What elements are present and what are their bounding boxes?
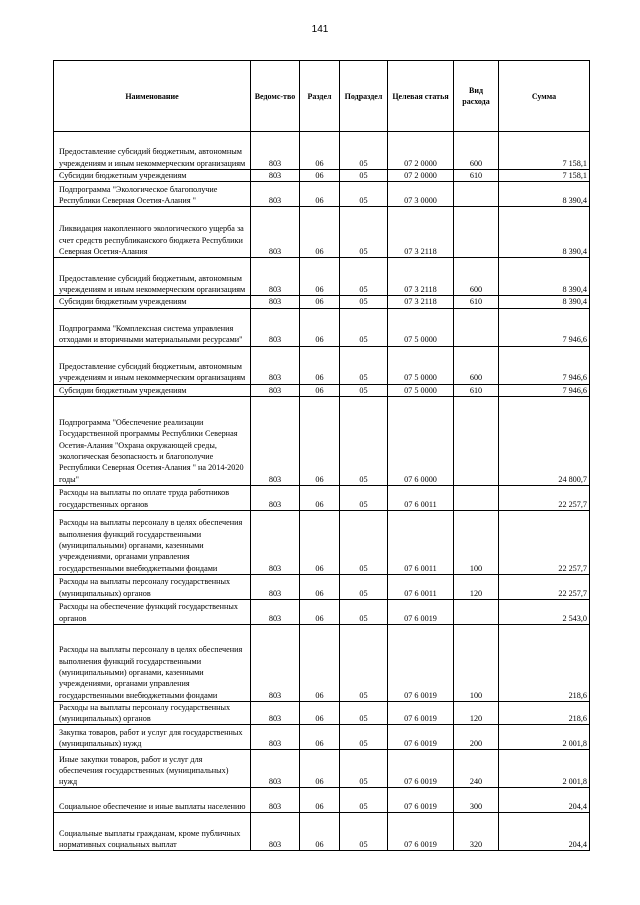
row-subsection: 05 [340, 170, 388, 182]
row-amount: 218,6 [499, 701, 590, 725]
row-dept: 803 [251, 624, 300, 701]
row-subsection: 05 [340, 485, 388, 510]
table-row [54, 788, 590, 813]
row-dept: 803 [251, 750, 300, 788]
row-subsection: 05 [340, 308, 388, 346]
row-subsection: 05 [340, 750, 388, 788]
row-target: 07 2 0000 [388, 132, 454, 170]
row-section: 06 [300, 396, 340, 485]
row-target: 07 6 0019 [388, 725, 454, 750]
row-section: 06 [300, 258, 340, 296]
row-dept: 803 [251, 574, 300, 599]
row-target: 07 5 0000 [388, 308, 454, 346]
row-subsection: 05 [340, 396, 388, 485]
row-name: Расходы на выплаты по оплате труда работников государственных органов [54, 485, 251, 510]
row-name: Ликвидация накопленного экологического ущерба за счет средств республиканского бюджета Республики Северная Осетия-Алания [54, 207, 251, 258]
row-subsection: 05 [340, 701, 388, 725]
row-section: 06 [300, 813, 340, 851]
row-subsection: 05 [340, 624, 388, 701]
row-dept: 803 [251, 308, 300, 346]
row-dept: 803 [251, 182, 300, 207]
row-target: 07 6 0000 [388, 396, 454, 485]
row-amount: 2 001,8 [499, 725, 590, 750]
row-amount: 7 946,6 [499, 308, 590, 346]
header-target: Целевая статья [388, 61, 454, 132]
row-target: 07 6 0019 [388, 750, 454, 788]
row-dept: 803 [251, 510, 300, 574]
row-expense-type: 100 [454, 510, 499, 574]
row-amount: 22 257,7 [499, 510, 590, 574]
row-section: 06 [300, 599, 340, 624]
row-amount: 8 390,4 [499, 182, 590, 207]
row-section: 06 [300, 725, 340, 750]
row-dept: 803 [251, 599, 300, 624]
row-subsection: 05 [340, 296, 388, 308]
row-name: Подпрограмма "Экологическое благополучие Республики Северная Осетия-Алания " [54, 182, 251, 207]
row-section: 06 [300, 308, 340, 346]
table-row [54, 750, 590, 788]
row-section: 06 [300, 384, 340, 396]
row-name: Расходы на выплаты персоналу государственных (муниципальных) органов [54, 701, 251, 725]
row-dept: 803 [251, 701, 300, 725]
row-section: 06 [300, 207, 340, 258]
row-name: Закупка товаров, работ и услуг для государственных (муниципальных) нужд [54, 725, 251, 750]
row-amount: 2 001,8 [499, 750, 590, 788]
row-name: Социальные выплаты гражданам, кроме публичных нормативных социальных выплат [54, 813, 251, 851]
row-target: 07 5 0000 [388, 346, 454, 384]
table-row [54, 346, 590, 384]
row-expense-type [454, 599, 499, 624]
row-subsection: 05 [340, 384, 388, 396]
row-amount: 22 257,7 [499, 574, 590, 599]
row-amount: 8 390,4 [499, 296, 590, 308]
row-subsection: 05 [340, 132, 388, 170]
row-dept: 803 [251, 813, 300, 851]
row-dept: 803 [251, 725, 300, 750]
table-row [54, 170, 590, 182]
row-name: Социальное обеспечение и иные выплаты населению [54, 788, 251, 813]
row-amount: 7 946,6 [499, 346, 590, 384]
table-row [54, 207, 590, 258]
row-name: Подпрограмма "Обеспечение реализации Государственной программы Республики Северная Осетия-Алания "Охрана окружающей среды, экологическая безопасность и благополучие Республики Северная Осетия-Алания " на 2014-2020 годы" [54, 396, 251, 485]
row-name: Расходы на выплаты персоналу государственных (муниципальных) органов [54, 574, 251, 599]
table-row [54, 574, 590, 599]
row-amount: 24 800,7 [499, 396, 590, 485]
row-expense-type: 100 [454, 624, 499, 701]
row-target: 07 6 0019 [388, 813, 454, 851]
table-row [54, 624, 590, 701]
row-section: 06 [300, 750, 340, 788]
row-target: 07 3 0000 [388, 182, 454, 207]
row-expense-type [454, 308, 499, 346]
row-target: 07 6 0019 [388, 624, 454, 701]
row-name: Предоставление субсидий бюджетным, автономным учреждениям и иным некоммерческим организациям [54, 258, 251, 296]
row-target: 07 6 0011 [388, 485, 454, 510]
table-row [54, 485, 590, 510]
row-subsection: 05 [340, 788, 388, 813]
row-dept: 803 [251, 132, 300, 170]
row-expense-type: 600 [454, 258, 499, 296]
header-expense-type: Вид расхода [454, 61, 499, 132]
budget-table [53, 60, 590, 851]
row-section: 06 [300, 788, 340, 813]
row-amount: 7 158,1 [499, 170, 590, 182]
row-expense-type: 610 [454, 296, 499, 308]
table-row [54, 258, 590, 296]
header-subsection: Подраздел [340, 61, 388, 132]
row-expense-type: 610 [454, 170, 499, 182]
row-name: Расходы на обеспечение функций государственных органов [54, 599, 251, 624]
table-row [54, 813, 590, 851]
row-dept: 803 [251, 485, 300, 510]
row-target: 07 6 0019 [388, 599, 454, 624]
header-section: Раздел [300, 61, 340, 132]
page-number: 141 [311, 24, 329, 35]
row-name: Иные закупки товаров, работ и услуг для обеспечения государственных (муниципальных) нужд [54, 750, 251, 788]
row-expense-type [454, 396, 499, 485]
row-subsection: 05 [340, 207, 388, 258]
row-expense-type: 610 [454, 384, 499, 396]
row-dept: 803 [251, 207, 300, 258]
row-section: 06 [300, 485, 340, 510]
row-target: 07 5 0000 [388, 384, 454, 396]
row-dept: 803 [251, 346, 300, 384]
table-header-row [54, 61, 590, 132]
row-name: Расходы на выплаты персоналу в целях обеспечения выполнения функций государственными (муниципальными) органами, казенными учреждениями, органами управления государственными внебюджетными фондами [54, 624, 251, 701]
row-amount: 7 158,1 [499, 132, 590, 170]
row-section: 06 [300, 624, 340, 701]
row-name: Субсидии бюджетным учреждениям [54, 384, 251, 396]
row-amount: 8 390,4 [499, 258, 590, 296]
row-amount: 8 390,4 [499, 207, 590, 258]
row-subsection: 05 [340, 346, 388, 384]
row-expense-type [454, 182, 499, 207]
table-row [54, 396, 590, 485]
header-name: Наименование [54, 61, 251, 132]
row-name: Субсидии бюджетным учреждениям [54, 170, 251, 182]
row-section: 06 [300, 510, 340, 574]
header-dept: Ведомс-тво [251, 61, 300, 132]
row-section: 06 [300, 132, 340, 170]
row-amount: 22 257,7 [499, 485, 590, 510]
row-subsection: 05 [340, 725, 388, 750]
row-name: Предоставление субсидий бюджетным, автономным учреждениям и иным некоммерческим организациям [54, 346, 251, 384]
table-row [54, 296, 590, 308]
row-dept: 803 [251, 258, 300, 296]
row-amount: 218,6 [499, 624, 590, 701]
row-expense-type: 120 [454, 701, 499, 725]
row-name: Расходы на выплаты персоналу в целях обеспечения выполнения функций государственными (муниципальными) органами, казенными учреждениями, органами управления государственными внебюджетными фондами [54, 510, 251, 574]
row-subsection: 05 [340, 258, 388, 296]
row-section: 06 [300, 182, 340, 207]
row-name: Предоставление субсидий бюджетным, автономным учреждениям и иным некоммерческим организациям [54, 132, 251, 170]
table-row [54, 701, 590, 725]
row-expense-type: 200 [454, 725, 499, 750]
table-row [54, 308, 590, 346]
row-expense-type: 240 [454, 750, 499, 788]
row-target: 07 6 0011 [388, 510, 454, 574]
row-expense-type: 600 [454, 346, 499, 384]
row-dept: 803 [251, 396, 300, 485]
row-amount: 7 946,6 [499, 384, 590, 396]
table-row [54, 384, 590, 396]
row-section: 06 [300, 170, 340, 182]
table-row [54, 182, 590, 207]
row-dept: 803 [251, 170, 300, 182]
row-dept: 803 [251, 384, 300, 396]
row-amount: 204,4 [499, 788, 590, 813]
row-expense-type [454, 485, 499, 510]
row-target: 07 6 0019 [388, 701, 454, 725]
row-target: 07 3 2118 [388, 258, 454, 296]
row-section: 06 [300, 296, 340, 308]
row-target: 07 3 2118 [388, 296, 454, 308]
row-expense-type [454, 207, 499, 258]
row-amount: 2 543,0 [499, 599, 590, 624]
row-expense-type: 300 [454, 788, 499, 813]
row-subsection: 05 [340, 574, 388, 599]
row-expense-type: 320 [454, 813, 499, 851]
row-subsection: 05 [340, 182, 388, 207]
row-subsection: 05 [340, 813, 388, 851]
row-name: Субсидии бюджетным учреждениям [54, 296, 251, 308]
row-section: 06 [300, 346, 340, 384]
row-subsection: 05 [340, 599, 388, 624]
table-row [54, 510, 590, 574]
row-expense-type: 120 [454, 574, 499, 599]
header-amount: Сумма [499, 61, 590, 132]
row-dept: 803 [251, 296, 300, 308]
row-section: 06 [300, 701, 340, 725]
row-dept: 803 [251, 788, 300, 813]
row-target: 07 3 2118 [388, 207, 454, 258]
row-amount: 204,4 [499, 813, 590, 851]
row-section: 06 [300, 574, 340, 599]
row-target: 07 6 0019 [388, 788, 454, 813]
row-subsection: 05 [340, 510, 388, 574]
table-row [54, 599, 590, 624]
table-row [54, 725, 590, 750]
row-expense-type: 600 [454, 132, 499, 170]
row-name: Подпрограмма "Комплексная система управления отходами и вторичными материальными ресурсами" [54, 308, 251, 346]
row-target: 07 2 0000 [388, 170, 454, 182]
row-target: 07 6 0011 [388, 574, 454, 599]
table-row [54, 132, 590, 170]
